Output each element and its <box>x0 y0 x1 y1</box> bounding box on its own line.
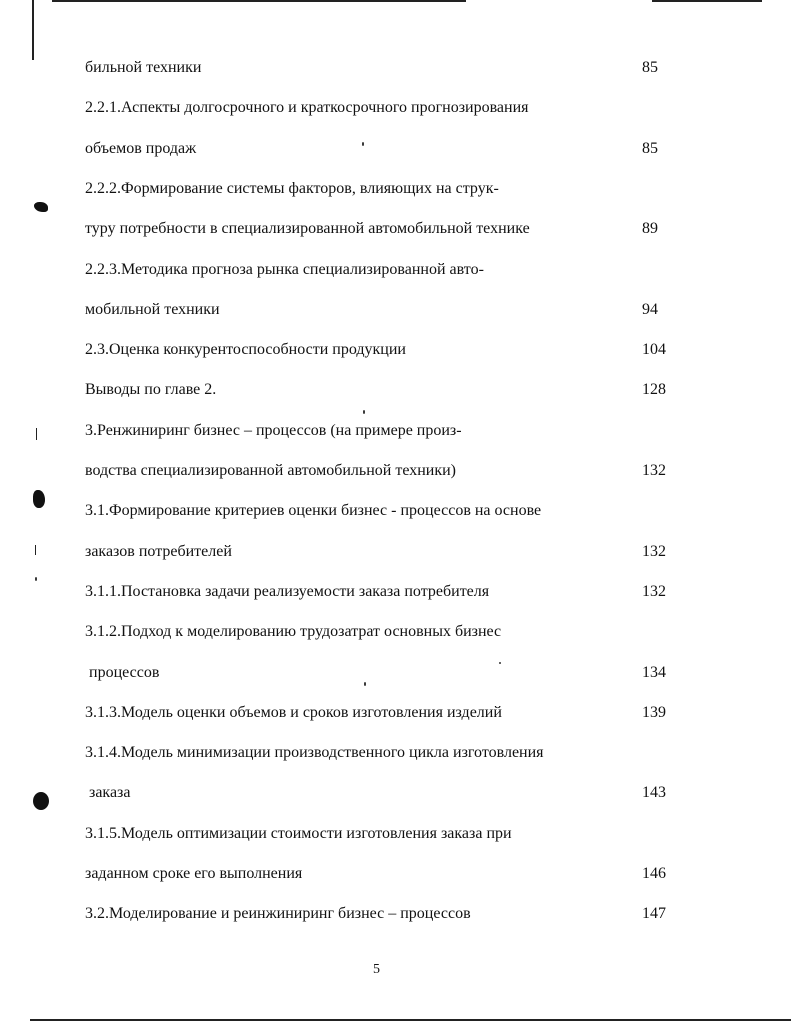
toc-entry-text: Выводы по главе 2. <box>85 381 217 398</box>
toc-entry-text: процессов <box>89 664 160 681</box>
left-margin-line <box>32 0 34 60</box>
toc-entry-page: 104 <box>642 341 666 358</box>
toc-entry-text: 2.3.Оценка конкурентоспособности продукции <box>85 341 406 358</box>
toc-entry-text: 2.2.3.Методика прогноза рынка специализированной авто- <box>85 261 484 278</box>
toc-entry-page: 94 <box>642 301 658 318</box>
top-border-line-right <box>652 0 762 2</box>
toc-entry-text: мобильной техники <box>85 301 220 318</box>
toc-entry-text: водства специализированной автомобильной техники) <box>85 462 456 479</box>
toc-entry-text: заказа <box>89 784 131 801</box>
toc-entry-page: 146 <box>642 865 666 882</box>
scan-speck <box>364 682 366 686</box>
toc-entry-page: 85 <box>642 59 658 76</box>
scan-blot-middle <box>33 490 45 508</box>
toc-entry-text: 2.2.1.Аспекты долгосрочного и краткосрочного прогнозирования <box>85 99 529 116</box>
toc-entry-page: 89 <box>642 220 658 237</box>
bottom-border-line <box>30 1019 791 1021</box>
toc-entry-page: 128 <box>642 381 666 398</box>
toc-entry-page: 132 <box>642 462 666 479</box>
toc-entry-text: 3.1.1.Постановка задачи реализуемости заказа потребителя <box>85 583 490 600</box>
toc-entry-text: 3.Ренжиниринг бизнес – процессов (на примере произ- <box>85 422 462 439</box>
toc-entry-page: 147 <box>642 905 666 922</box>
scan-blot-top <box>34 202 48 212</box>
toc-entry-text: 3.1.3.Модель оценки объемов и сроков изготовления изделий <box>85 704 502 721</box>
scan-speck <box>499 662 501 664</box>
scan-blot-bottom <box>33 792 49 810</box>
toc-entry-page: 143 <box>642 784 666 801</box>
toc-entry-text: 3.1.4.Модель минимизации производственного цикла изготовления <box>85 744 544 761</box>
toc-entry-text: 3.2.Моделирование и реинжиниринг бизнес – процессов <box>85 905 471 922</box>
toc-entry-page: 134 <box>642 664 666 681</box>
toc-entry-text: заказов потребителей <box>85 543 232 560</box>
toc-entry-page: 132 <box>642 543 666 560</box>
scan-speck <box>35 577 37 581</box>
toc-entry-text: объемов продаж <box>85 140 197 157</box>
toc-entry-text: 3.1.5.Модель оптимизации стоимости изготовления заказа при <box>85 825 512 842</box>
page-number: 5 <box>373 962 380 977</box>
toc-entry-text: туру потребности в специализированной автомобильной технике <box>85 220 530 237</box>
scan-mark <box>35 545 36 555</box>
toc-entry-page: 139 <box>642 704 666 721</box>
toc-entry-text: 3.1.2.Подход к моделированию трудозатрат основных бизнес <box>85 623 502 640</box>
toc-entry-page: 85 <box>642 140 658 157</box>
toc-entry-text: 2.2.2.Формирование системы факторов, влияющих на струк- <box>85 180 499 197</box>
top-border-line <box>52 0 466 2</box>
toc-entry-text: заданном сроке его выполнения <box>85 865 303 882</box>
toc-entry-page: 132 <box>642 583 666 600</box>
scan-speck <box>362 142 364 146</box>
scan-speck <box>363 410 365 414</box>
toc-entry-text: 3.1.Формирование критериев оценки бизнес - процессов на основе <box>85 502 542 519</box>
toc-entry-text: бильной техники <box>85 59 202 76</box>
scan-mark <box>36 428 37 440</box>
